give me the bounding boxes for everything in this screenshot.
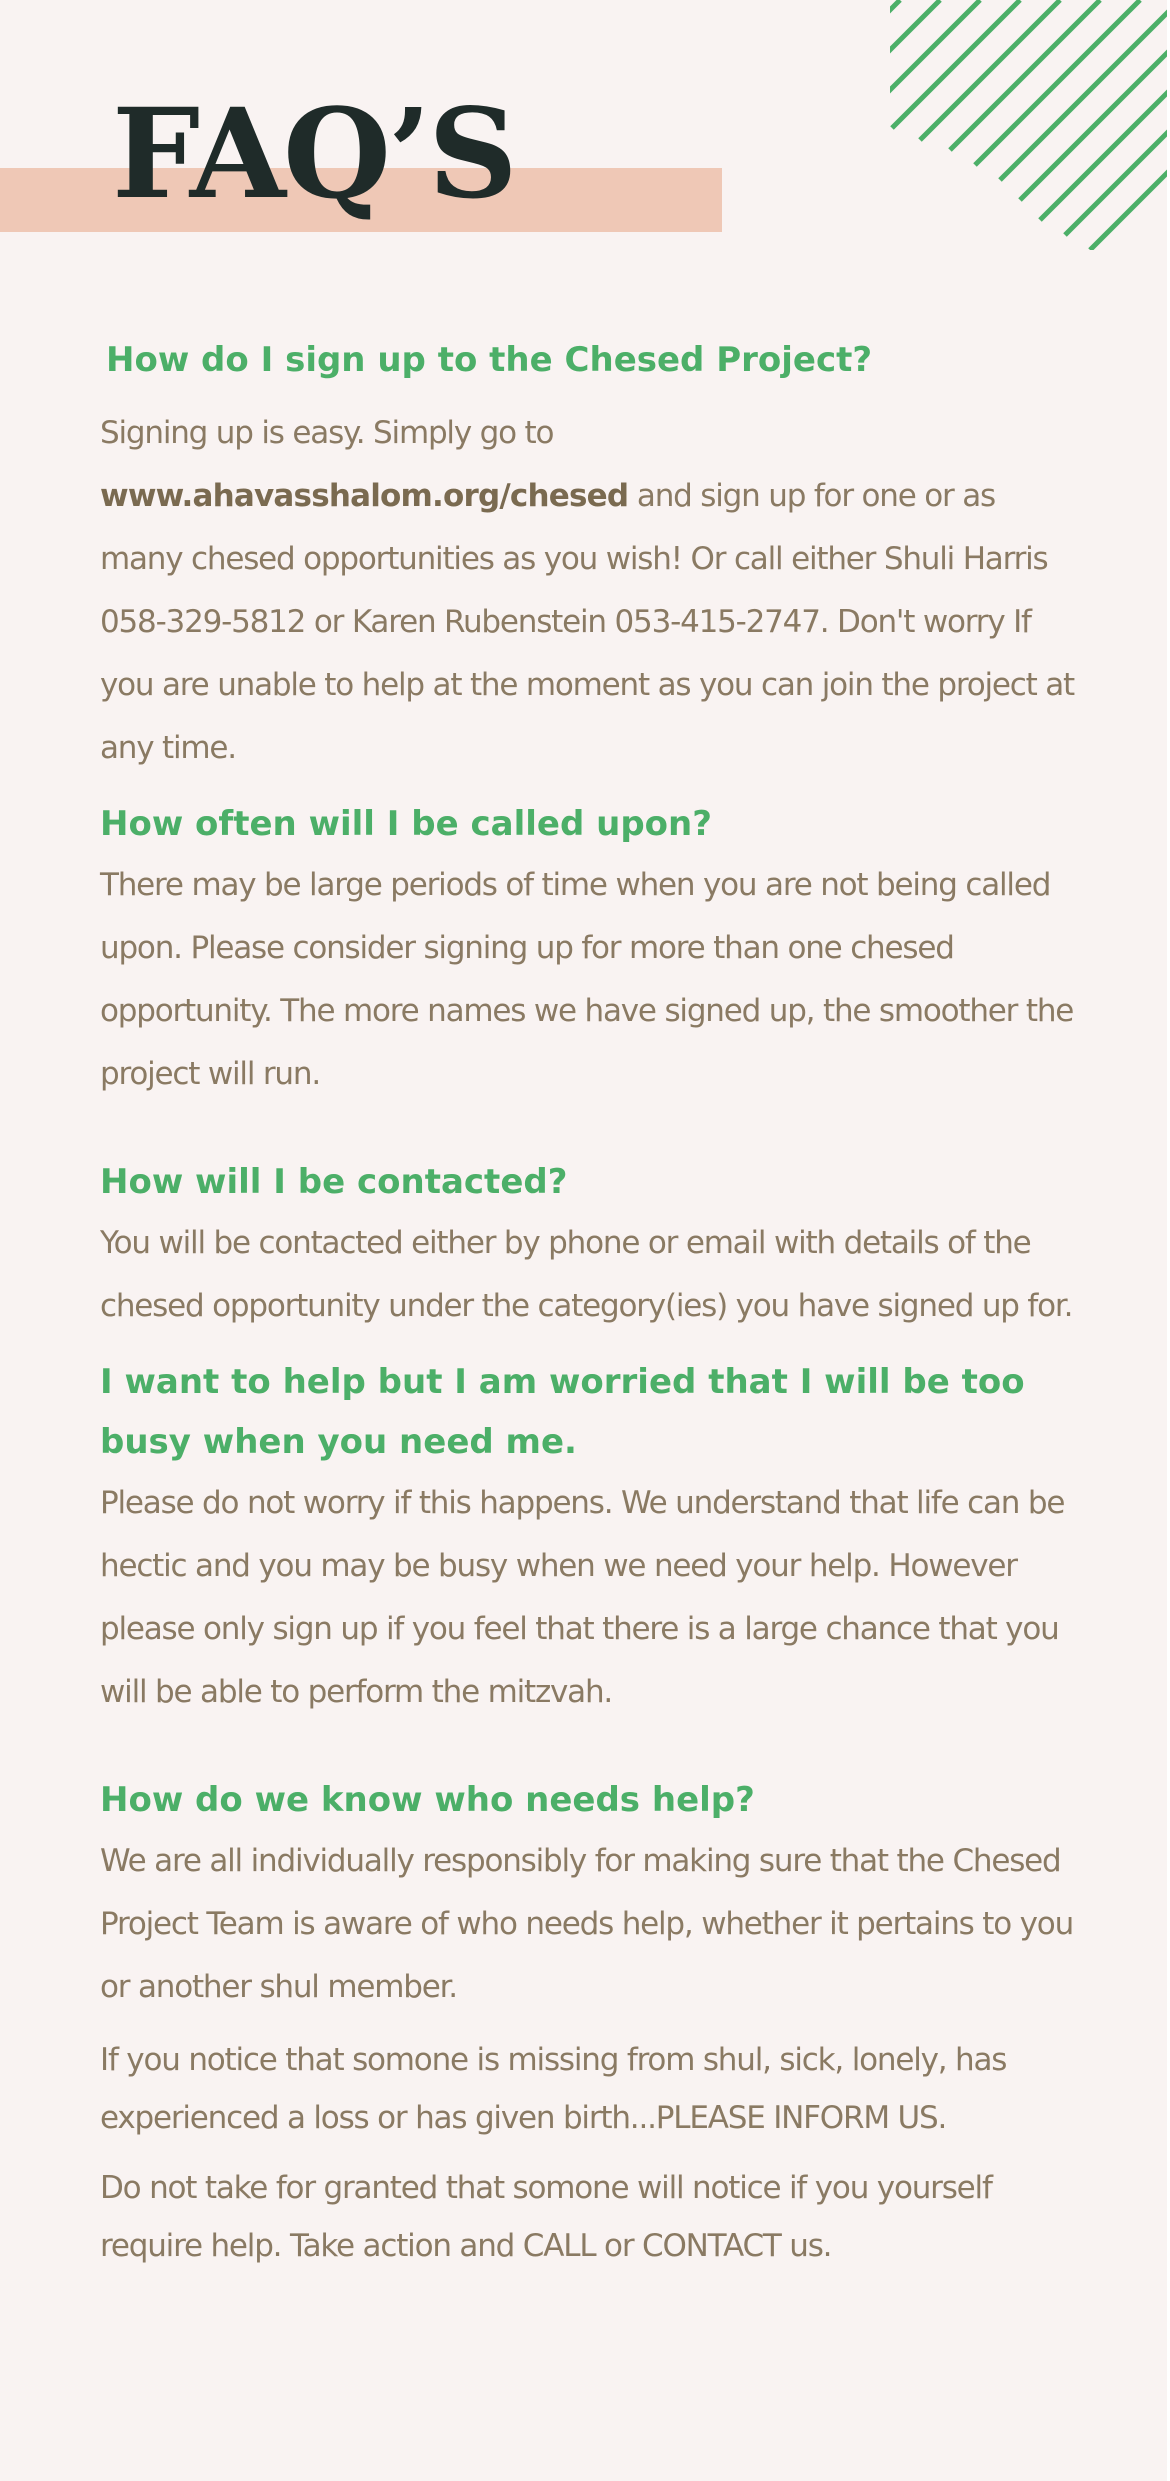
faq-question-how-often: How often will I be called upon? (100, 804, 712, 844)
faq-question-sign-up: How do I sign up to the Chesed Project? (106, 340, 873, 380)
faq-question-who-needs-help: How do we know who needs help? (100, 1780, 755, 1820)
page-title: FAQ’S (112, 82, 515, 227)
faq-question-too-busy: I want to help but I am worried that I will be too busy when you need me. (100, 1362, 1025, 1462)
faq-question-contacted: How will I be contacted? (100, 1162, 568, 1202)
answer-rest: and sign up for one or as many chesed opportunities as you wish! Or call either Shuli Harris 058-329-5812 or Karen Rubenstein 053-415-2747. Don't worry If you are unable to help at the moment as you can join the project at any time. (100, 478, 1074, 766)
faq-list (100, 330, 1080, 2275)
faq-answer-take-action: Do not take for granted that somone will notice if you yourself require help. Take action and CALL or CONTACT us. (100, 2170, 992, 2264)
faq-answer-inform-us: If you notice that somone is missing from shul, sick, lonely, has experienced a loss or has given birth...PLEASE INFORM US. (100, 2042, 1007, 2136)
faq-answer-too-busy: Please do not worry if this happens. We understand that life can be hectic and you may be busy when we need your help. However please only sign up if you feel that there is a large chance that you will be able to perform the mitzvah. (100, 1485, 1065, 1710)
website-link[interactable]: www.ahavasshalom.org/chesed (100, 478, 629, 514)
decorative-stripes (890, 0, 1167, 250)
faq-answer-who-needs-help: We are all individually responsibly for making sure that the Chesed Project Team is aware of who needs help, whether it pertains to you or another shul member. (100, 1843, 1074, 2005)
faq-answer-how-often: There may be large periods of time when you are not being called upon. Please consider signing up for more than one chesed opportunity. The more names we have signed up, the smoother the project will run. (100, 867, 1074, 1092)
faq-answer-contacted: You will be contacted either by phone or email with details of the chesed opportunity under the category(ies) you have signed up for. (100, 1225, 1073, 1324)
answer-intro: Signing up is easy. Simply go to (100, 415, 554, 451)
faq-answer-sign-up (100, 402, 1080, 780)
